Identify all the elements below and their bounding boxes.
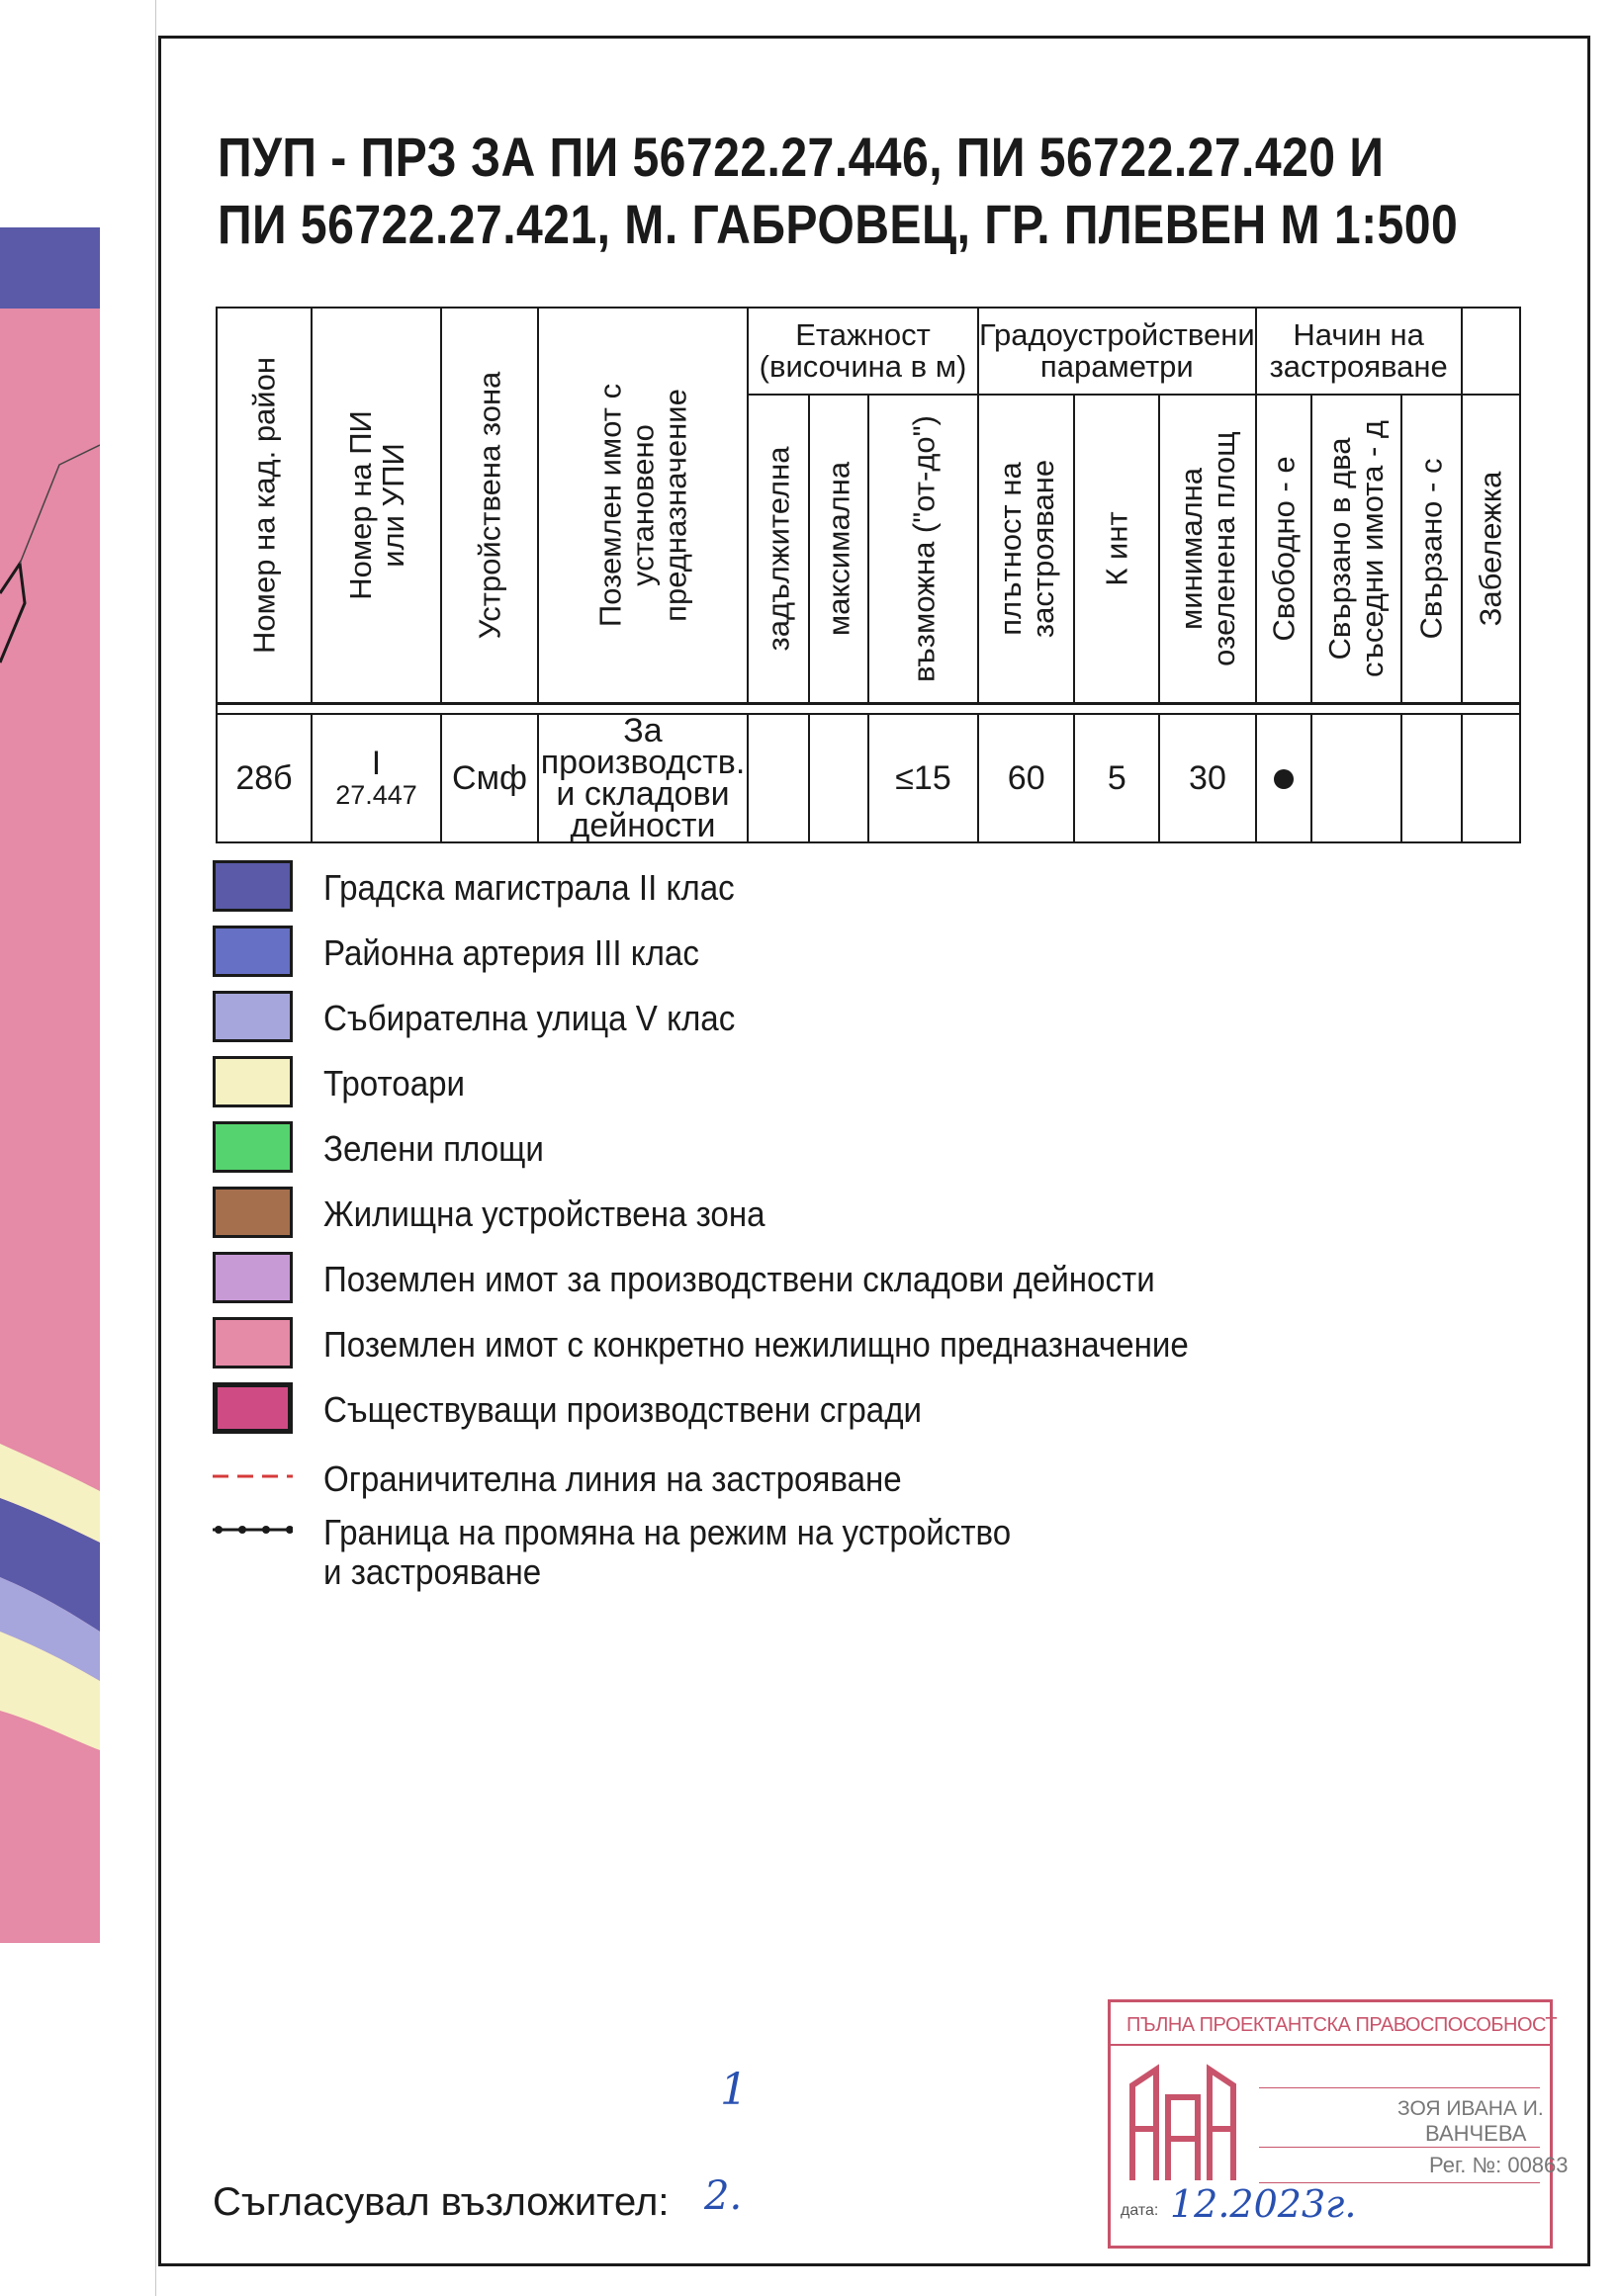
cell-upi (312, 714, 441, 842)
cell-free (1256, 714, 1311, 842)
col-max: максимална (809, 395, 868, 704)
designer-stamp (1108, 1999, 1569, 2249)
cell-possible: ≤15 (868, 714, 978, 842)
map-fragment (0, 227, 100, 1943)
stamp-name-last: ВАНЧЕВА (1425, 2121, 1527, 2146)
legend-item (213, 860, 1202, 920)
stamp-logo (1125, 2058, 1241, 2188)
legend-swatch (213, 1121, 293, 1173)
legend-item (213, 1252, 1202, 1311)
cell-purpose: За производств. и складови дейности (538, 714, 748, 842)
legend-swatch (213, 1382, 293, 1434)
legend-item (213, 926, 1202, 985)
table-row (217, 714, 1520, 842)
col-two-neighbors: Свързано в два съседни имота - д (1311, 395, 1401, 704)
legend-label-line2: и застрояване (323, 1551, 542, 1592)
parameters-table (216, 307, 1521, 843)
legend-label-line1: Граница на промяна на режим на устройство (323, 1512, 1012, 1552)
cell-green: 30 (1159, 714, 1255, 842)
cell-kint: 5 (1074, 714, 1159, 842)
cell-zone: Смф (441, 714, 538, 842)
legend-item (213, 1056, 1202, 1115)
legend-swatch (213, 1317, 293, 1369)
legend-swatch (213, 1187, 293, 1238)
legend-swatch (213, 991, 293, 1042)
header-separator (217, 704, 1520, 715)
col-cad-region: Номер на кад. район (217, 308, 312, 704)
map-road-top (0, 227, 100, 309)
group-empty (1462, 308, 1520, 395)
stamp-line (1259, 2147, 1540, 2148)
handwritten-mark-1: 1 (720, 2065, 748, 2115)
col-kint: К инт (1074, 395, 1159, 704)
col-density: плътност на застрояване (978, 395, 1074, 704)
legend-swatch (213, 1056, 293, 1107)
legend-label: Градска магистрала II клас (323, 867, 735, 908)
col-free: Свободно - е (1256, 395, 1311, 704)
legend-item (213, 1452, 1202, 1511)
stamp-divider (1111, 2044, 1550, 2046)
col-possible: възможна ("от-до") (868, 395, 978, 704)
legend-item (213, 1317, 1202, 1376)
legend-label: Ограничителна линия на застрояване (323, 1458, 902, 1499)
stamp-line (1259, 2087, 1540, 2088)
col-note: Забележка (1462, 395, 1520, 704)
client-agreement-label: Съгласувал възложител: (213, 2180, 670, 2224)
title-line-1: ПУП - ПРЗ ЗА ПИ 56722.27.446, ПИ 56722.27.420 И (218, 126, 1385, 188)
stamp-handwritten-date: 12.2023г. (1170, 2182, 1357, 2226)
legend-swatch (213, 926, 293, 977)
stamp-registration: Рег. №: 00863 (1429, 2153, 1569, 2177)
stamp-name-first: ЗОЯ ИВАНА И. (1397, 2097, 1544, 2120)
stamp-header: ПЪЛНА ПРОЕКТАНТСКА ПРАВОСПОСОБНОСТ (1126, 2014, 1558, 2036)
cell-pi-number: 27.447 (335, 780, 417, 810)
cell-mandatory (748, 714, 809, 842)
col-mandatory: задължителна (748, 395, 809, 704)
legend-label: Съществуващи производствени сгради (323, 1389, 923, 1430)
legend-label: Районна артерия III клас (323, 932, 699, 973)
cell-max (809, 714, 868, 842)
legend-label: Поземлен имот за производствени складови дейности (323, 1259, 1155, 1299)
legend-label (323, 1513, 1011, 1592)
legend-label: Събирателна улица V клас (323, 998, 736, 1038)
dotted-boundary-icon (213, 1515, 293, 1545)
group-params: Градоустройствени параметри (978, 308, 1256, 395)
col-zone: Устройствена зона (441, 308, 538, 704)
cell-linked (1401, 714, 1462, 842)
handwritten-mark-2: 2. (704, 2173, 743, 2219)
title-line-2: ПИ 56722.27.421, М. ГАБРОВЕЦ, ГР. ПЛЕВЕН М 1:500 (218, 193, 1459, 255)
col-purpose: Поземлен имот с установено предназначение (538, 308, 748, 704)
legend-item (213, 1505, 1202, 1594)
legend-item (213, 1187, 1202, 1246)
legend-label: Поземлен имот с конкретно нежилищно предназначение (323, 1324, 1189, 1365)
cell-upi-number: I (371, 745, 382, 782)
group-method: Начин на застрояване (1256, 308, 1462, 395)
plan-title (218, 124, 1458, 258)
group-floors: Етажност (височина в м) (748, 308, 978, 395)
legend-swatch (213, 860, 293, 912)
legend-item (213, 991, 1202, 1050)
legend-item (213, 1382, 1202, 1442)
dashed-line-icon (213, 1461, 293, 1491)
legend-item (213, 1121, 1202, 1181)
cell-cad-region: 28б (217, 714, 312, 842)
legend-label: Жилищна устройствена зона (323, 1193, 765, 1234)
col-pi-upi: Номер на ПИ или УПИ (312, 308, 441, 704)
free-mark-icon (1274, 769, 1294, 789)
col-linked: Свързано - с (1401, 395, 1462, 704)
cell-note (1462, 714, 1520, 842)
legend-label: Тротоари (323, 1063, 466, 1104)
fold-line (155, 0, 156, 2296)
stamp-date-label: дата: (1121, 2202, 1159, 2219)
legend-swatch (213, 1252, 293, 1303)
legend-label: Зелени площи (323, 1128, 544, 1169)
cell-density: 60 (978, 714, 1074, 842)
col-green: минимална озеленена площ (1159, 395, 1255, 704)
cell-two-neighbors (1311, 714, 1401, 842)
